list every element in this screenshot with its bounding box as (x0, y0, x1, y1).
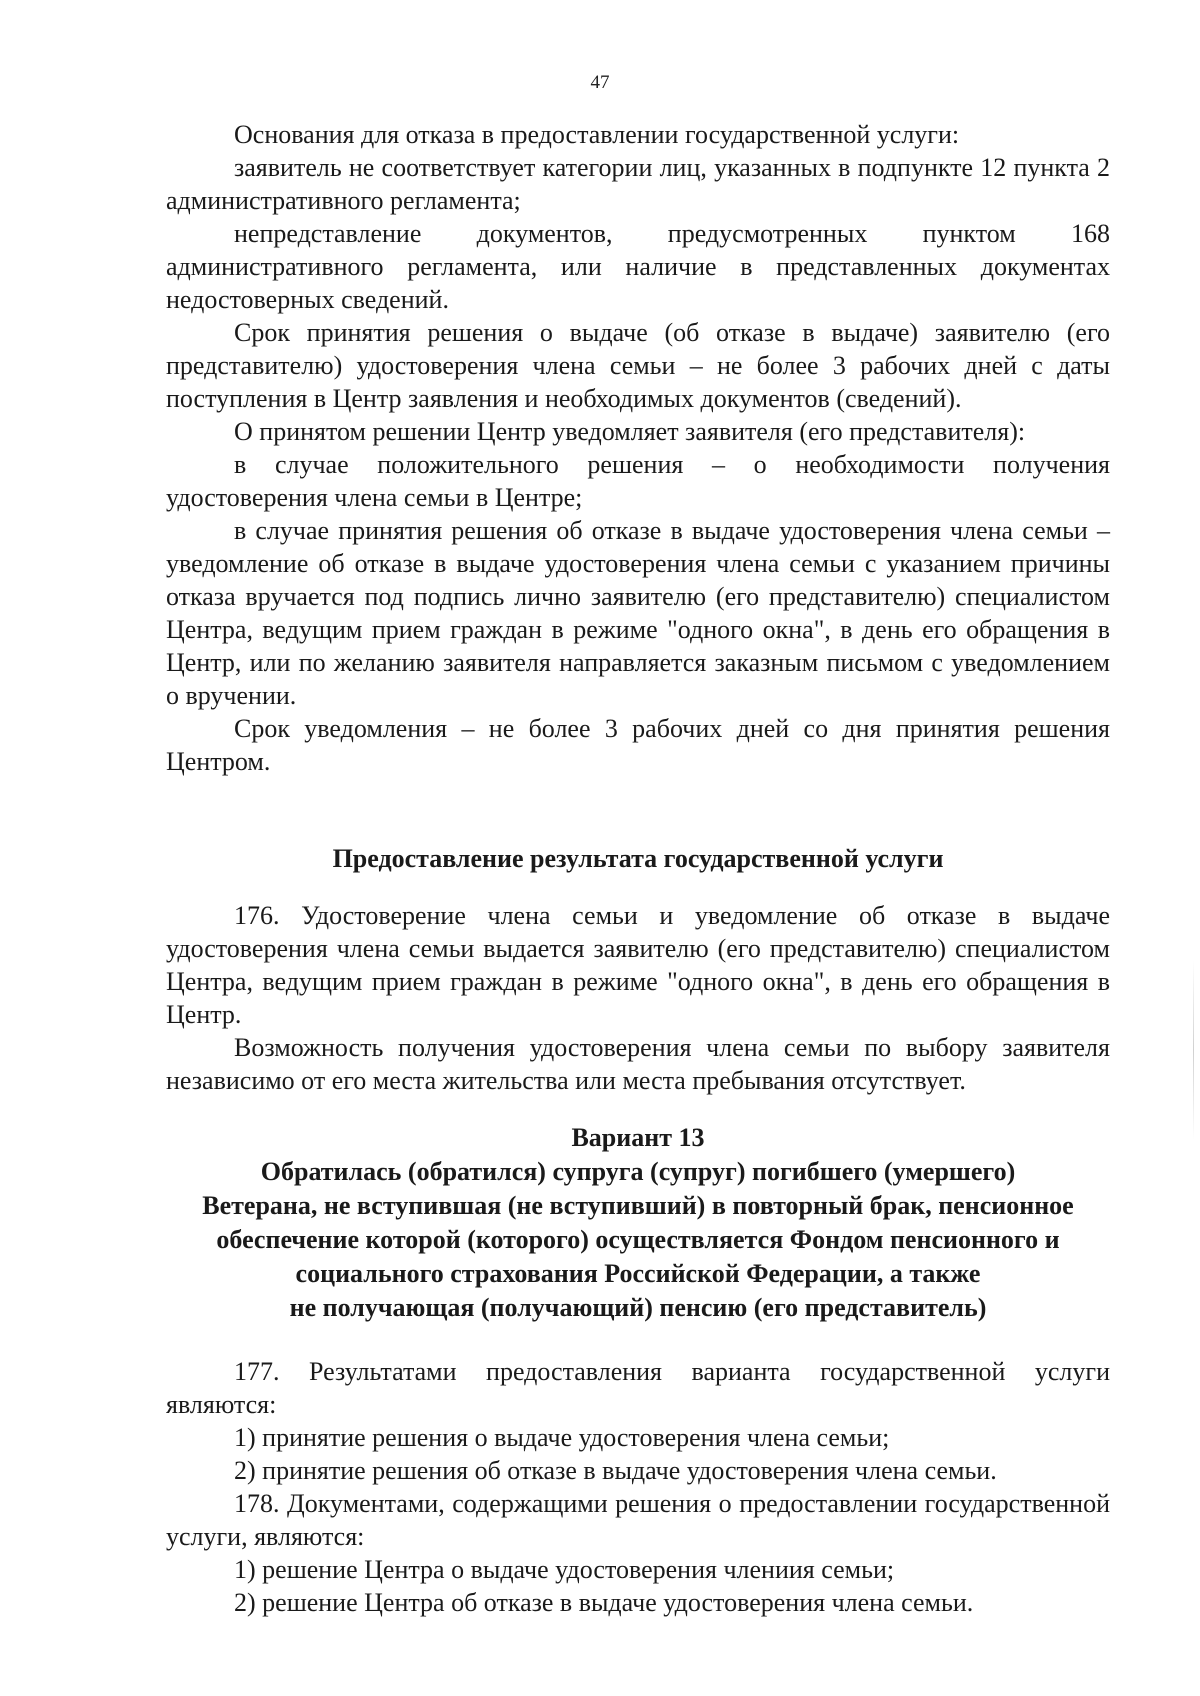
paragraph: Возможность получения удостоверения члена семьи по выбору заявителя независимо от его места жительства или места пребывания отсутствует. (166, 1033, 1110, 1095)
list-item: 2) принятие решения об отказе в выдаче удостоверения члена семьи. (234, 1456, 997, 1485)
variant-heading-line: обеспечение которой (которого) осуществляется Фондом пенсионного и (216, 1225, 1060, 1254)
variant-heading-line: Ветерана, не вступившая (не вступивший) в повторный брак, пенсионное (202, 1191, 1074, 1220)
refusal-grounds-section (166, 118, 1110, 778)
variant-title: Вариант 13 (571, 1123, 705, 1152)
paragraph: Основания для отказа в предоставлении государственной услуги: (234, 120, 960, 149)
scan-edge-artifact (1193, 960, 1194, 1140)
variant-heading-line: не получающая (получающий) пенсию (его представитель) (289, 1293, 987, 1322)
page-number: 47 (590, 72, 610, 93)
paragraph: О принятом решении Центр уведомляет заявителя (его представителя): (234, 417, 1026, 446)
paragraph: Срок уведомления – не более 3 рабочих дней со дня принятия решения Центром. (166, 714, 1110, 776)
paragraph: 177. Результатами предоставления варианта государственной услуги являются: (166, 1357, 1110, 1419)
paragraph: непредставление документов, предусмотренных пунктом 168 административного регламента, или наличие в представленных документах недостоверных сведений. (166, 219, 1110, 314)
variant-heading-line: Обратилась (обратился) супруга (супруг) погибшего (умершего) (260, 1157, 1016, 1186)
page-content (166, 118, 1110, 1619)
paragraph: заявитель не соответствует категории лиц, указанных в подпункте 12 пункта 2 административного регламента; (166, 153, 1110, 215)
paragraph: 176. Удостоверение члена семьи и уведомление об отказе в выдаче удостоверения члена семьи выдается заявителю (его представителю) специалистом Центра, ведущим прием граждан в режиме "одного окна", в день его обращения в Центр. (166, 901, 1110, 1029)
paragraph: в случае принятия решения об отказе в выдаче удостоверения члена семьи – уведомление об отказе в выдаче удостоверения члена семьи с указанием причины отказа вручается под подпись лично заявителю (его представителю) специалистом Центра, ведущим прием граждан в режиме "одного окна", в день его обращения в Центр, или по желанию заявителя направляется заказным письмом с уведомлением о вручении. (166, 516, 1110, 710)
variant-13-section (166, 1355, 1110, 1619)
paragraph: 178. Документами, содержащими решения о предоставлении государственной услуги, являются: (166, 1489, 1110, 1551)
paragraph: Срок принятия решения о выдаче (об отказе в выдаче) заявителю (его представителю) удостоверения члена семьи – не более 3 рабочих дней с даты поступления в Центр заявления и необходимых документов (сведений). (166, 318, 1110, 413)
list-item: 1) решение Центра о выдаче удостоверения члениия семьи; (234, 1555, 895, 1584)
section-heading: Предоставление результата государственной услуги (332, 844, 944, 873)
list-item: 1) принятие решения о выдаче удостоверения члена семьи; (234, 1423, 890, 1452)
paragraph: в случае положительного решения – о необходимости получения удостоверения члена семьи в Центре; (166, 450, 1110, 512)
variant-heading-line: социального страхования Российской Федерации, а также (295, 1259, 981, 1288)
variant-heading-block (166, 1121, 1110, 1325)
list-item: 2) решение Центра об отказе в выдаче удостоверения члена семьи. (234, 1588, 974, 1617)
result-provision-section (166, 899, 1110, 1097)
